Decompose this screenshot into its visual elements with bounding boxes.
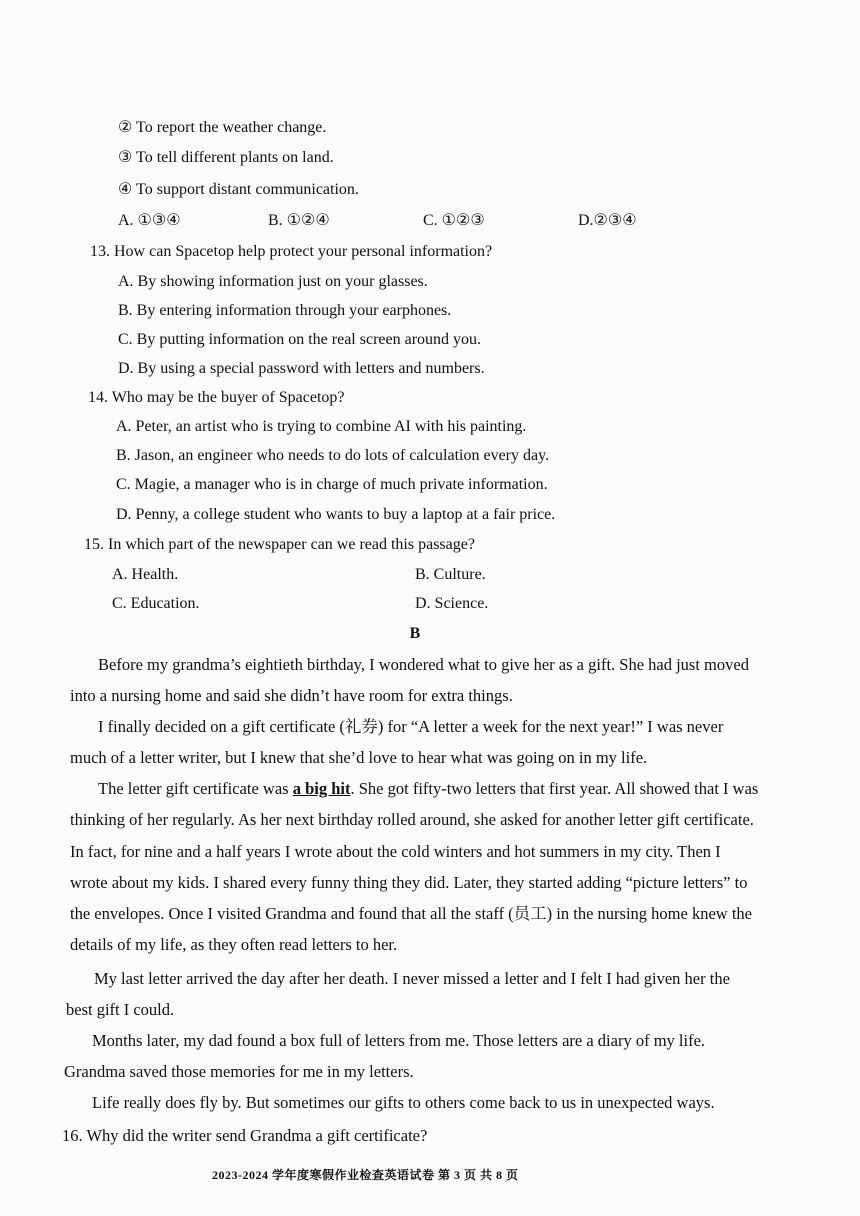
q14-option-b: B. Jason, an engineer who needs to do lots of calculation every day. [116,447,550,464]
q15-option-c: C. Education. [112,595,200,612]
paragraph-3-text-b: . She got fifty-two letters that first year. All showed that I was thinking of her regularly. As her next birthday rolled around, she asked for another letter gift certificate. In fact, for nine and a half years I wrote about the cold winters and hot summers in my city. Then I wrote about my kids. I shared every funny thing they did. Later, they started adding “picture letters” to the envelopes. Once I visited Grandma and found that all the staff (员工) in the nursing home knew the details of my life, as they often read letters to her. [70,779,759,955]
q15-option-d: D. Science. [415,595,489,612]
q14-option-c: C. Magie, a manager who is in charge of much private information. [116,476,548,493]
q15-option-b: B. Culture. [415,566,486,583]
q14-stem: 14. Who may be the buyer of Spacetop? [88,389,345,406]
passage-paragraph-4: My last letter arrived the day after her death. I never missed a letter and I felt I had given her the best gift I could. [66,969,730,1020]
q14-option-d: D. Penny, a college student who wants to buy a laptop at a fair price. [116,506,556,523]
page-footer: 2023-2024 学年度寒假作业检查英语试卷 第 3 页 共 8 页 [212,1168,519,1182]
paragraph-3-text-a: The letter gift certificate was [98,779,293,798]
q12-choice-a: A. ①③④ [118,212,181,229]
q13-option-a: A. By showing information just on your glasses. [118,273,428,290]
q12-choice-b: B. ①②④ [268,212,330,229]
passage-paragraph-2: I finally decided on a gift certificate (礼券) for “A letter a week for the next year!” I was never much of a letter writer, but I knew that she’d love to hear what was going on in my life. [70,717,724,768]
q13-option-b: B. By entering information through your earphones. [118,302,452,319]
passage-paragraph-1: Before my grandma’s eightieth birthday, I wondered what to give her as a gift. She had just moved into a nursing home and said she didn’t have room for extra things. [70,655,749,706]
q12-choice-d: D.②③④ [578,212,637,229]
underlined-phrase: a big hit [292,779,351,798]
q16-stem: 16. Why did the writer send Grandma a gift certificate? [62,1126,428,1145]
q15-option-a: A. Health. [112,566,179,583]
q12-choice-c: C. ①②③ [423,212,485,229]
passage-paragraph-6: Life really does fly by. But sometimes our gifts to others come back to us in unexpected ways. [92,1093,715,1112]
passage-paragraph-5: Months later, my dad found a box full of letters from me. Those letters are a diary of my life. Grandma saved those memories for me in my letters. [64,1031,706,1082]
q13-stem: 13. How can Spacetop help protect your personal information? [90,243,493,260]
q15-stem: 15. In which part of the newspaper can we read this passage? [84,536,475,553]
q13-option-c: C. By putting information on the real screen around you. [118,331,482,348]
q14-option-a: A. Peter, an artist who is trying to combine AI with his painting. [116,418,527,435]
passage-paragraph-3 [70,773,760,961]
q12-option-3: ③ To tell different plants on land. [118,149,334,166]
section-b-heading: B [409,625,421,642]
q12-option-4: ④ To support distant communication. [118,181,359,198]
q13-option-d: D. By using a special password with letters and numbers. [118,360,485,377]
q12-option-2: ② To report the weather change. [118,119,327,136]
